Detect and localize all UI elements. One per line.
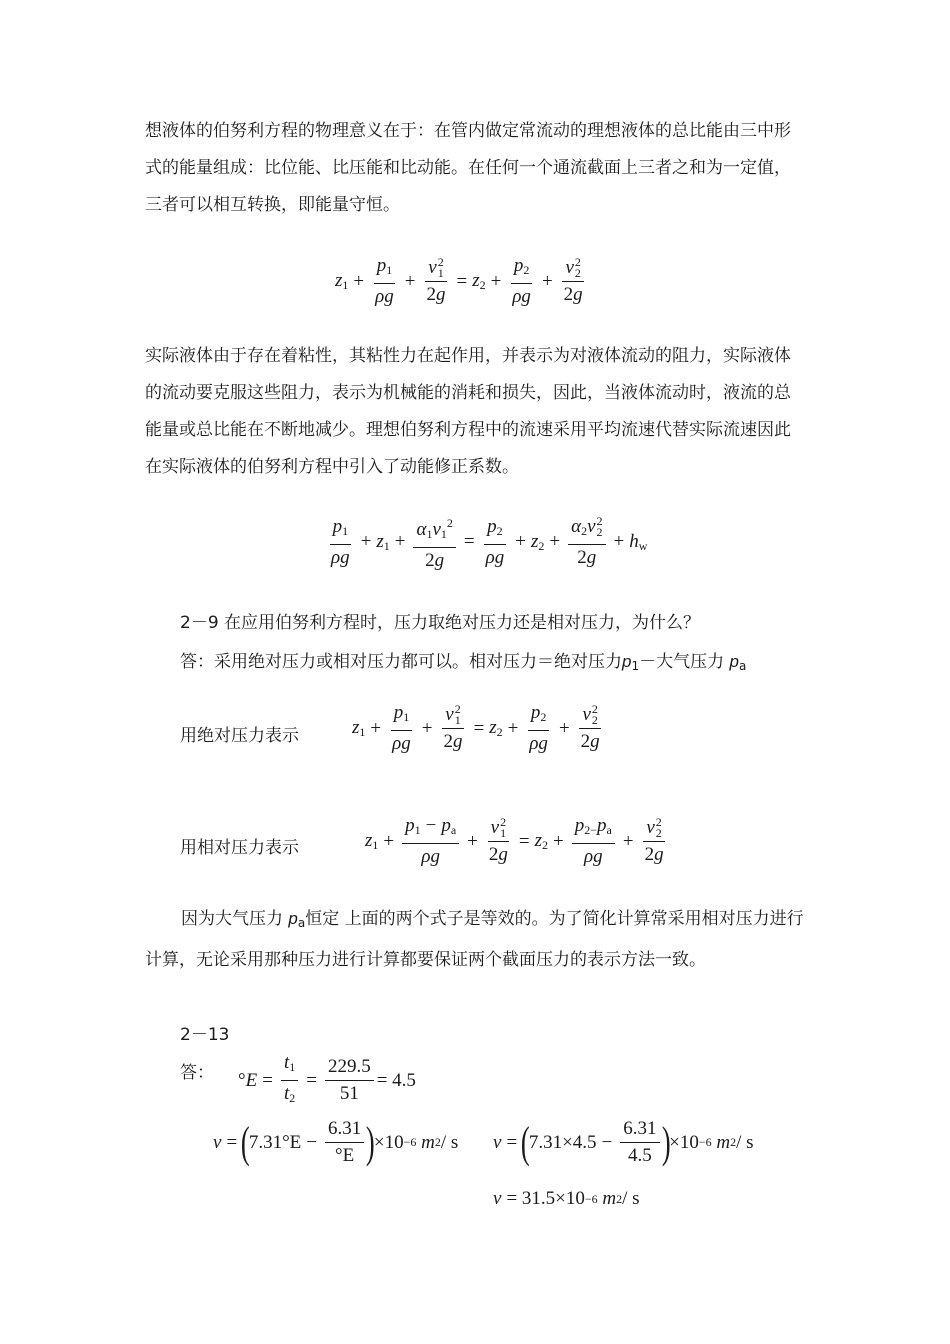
label-absolute-pressure: 用绝对压力表示 xyxy=(180,726,299,746)
equation-real-bernoulli: $\frac{p_1}{\rho g}$ + $z_1$ + $\frac{\alpha_1v_1^2}{2g}$ = $\frac{p_2}{\rho g}$ + $z_2$ + $\alpha_2v$ 2 2 2g + $h_w$ xyxy=(325,512,647,572)
answer-2-13-label: 答： xyxy=(180,1063,214,1083)
equation-engler-degree: °E = $\frac{t_1}{t_2}$ = $\frac{229.5}{51}$ = 4.5 xyxy=(238,1052,416,1105)
paragraph-real-liquid: 实际液体由于存在着粘性，其粘性力在起作用，并表示为对液体流动的阻力，实际液体的流动要克服这些阻力，表示为机械能的消耗和损失，因此，当液体流动时，液流的总能量或总比能在不断地减少。理想伯努利方程中的流速采用平均流速代替实际流速因此在实际液体的伯努利方程中引入了动能修正系数。 xyxy=(145,346,791,477)
question-2-13: 2－13 xyxy=(180,1025,230,1045)
equation-viscosity-substitution: ν = ( 7.31×4.5 − $\frac{6.31}{4.5}$ ) ×10 −6 m 2 / s xyxy=(493,1117,754,1167)
equation-absolute-pressure: $z_1$ + $\frac{p_1}{\rho g}$ + v 2 1 2g = $z_2$ + $\frac{p_2}{\rho g}$ + v 2 2 2g xyxy=(352,702,600,754)
question-2-9: 2－9 在应用伯努利方程时，压力取绝对压力还是相对压力，为什么？ xyxy=(180,613,701,633)
equation-relative-pressure: $z_1$ + $\frac{p_1 - p_a}{\rho g}$ + v 2 1 2g = $z_2$ + $\frac{p_{2-}p_a}{\rho g}$ + v 2 2 2g xyxy=(365,815,664,867)
equation-viscosity-formula: ν = ( 7.31°E − $\frac{6.31}{^\circ E}$ ) ×10 −6 m 2 / s xyxy=(213,1117,459,1167)
label-relative-pressure: 用相对压力表示 xyxy=(180,838,299,858)
equation-viscosity-result: ν = 31.5×10 −6 m 2 / s xyxy=(493,1188,640,1209)
paragraph-bernoulli-meaning: 想液体的伯努利方程的物理意义在于：在管内做定常流动的理想液体的总比能由三中形式的能量组成：比位能、比压能和比动能。在任何一个通流截面上三者之和为一定值，三者可以相互转换，即能量守恒。 xyxy=(145,121,791,215)
answer-2-9: 答：采用绝对压力或相对压力都可以。相对压力＝绝对压力$p_1-$大气压力 $p_a$ xyxy=(180,652,747,673)
equation-ideal-bernoulli: $z_1$ + $\frac{p_1}{\rho g}$ + v 2 1 2g = $z_2$ + $\frac{p_2}{\rho g}$ + v 2 2 2g xyxy=(335,255,583,307)
paragraph-equivalence: 因为大气压力 $p_a$恒定 上面的两个式子是等效的。为了简化计算常采用相对压力进行计算，无论采用那种压力进行计算都要保证两个截面压力的表示方法一致。 xyxy=(145,909,804,970)
